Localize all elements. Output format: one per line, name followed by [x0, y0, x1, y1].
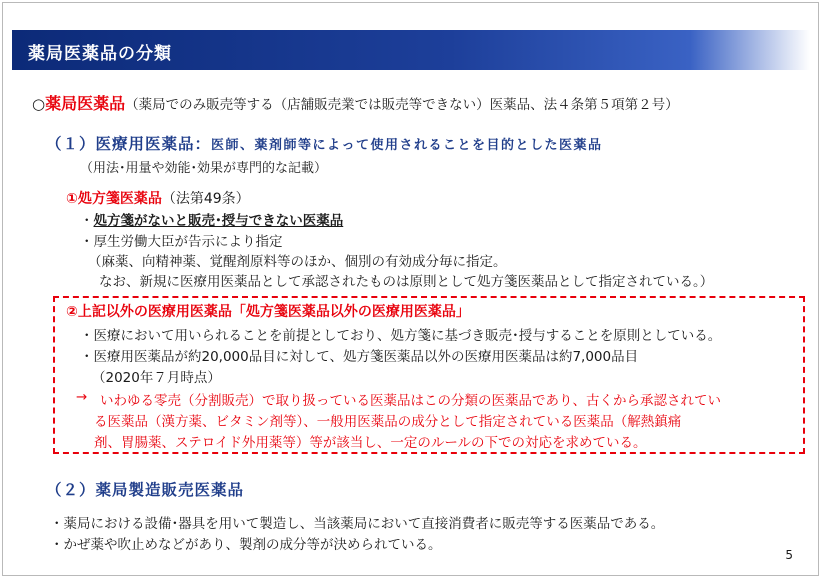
- rx-title: ①処方箋医薬品: [66, 191, 162, 207]
- other-rx-note-2: る医薬品（漢方薬、ビタミン剤等）、一般用医薬品の成分として指定されている医薬品（解熱鎮痛: [94, 414, 682, 430]
- page-number: 5: [785, 548, 793, 562]
- circle-bullet-icon: ○: [32, 95, 46, 113]
- intro-desc: （薬局でのみ販売等する（店舗販売業では販売等できない）医薬品、法４条第５項第２号）: [125, 97, 679, 113]
- section1-title: （１）医療用医薬品：: [46, 135, 212, 153]
- other-rx-bullet-2b: （2020年７月時点）: [92, 370, 221, 386]
- intro-title: 薬局医薬品: [45, 94, 126, 113]
- slide-title: 薬局医薬品の分類: [28, 44, 172, 64]
- section1-heading: [46, 132, 603, 154]
- slide-header: [12, 30, 810, 70]
- rx-bullet-1: ・処方箋がないと販売･授与できない医薬品: [80, 213, 344, 229]
- section1-sub: （用法･用量や効能･効果が専門的な記載）: [80, 161, 328, 176]
- section2-bullet-1: ・薬局における設備･器具を用いて製造し、当該薬局において直接消費者に販売等する医薬品である。: [50, 516, 665, 532]
- rx-law: （法第49条）: [161, 191, 250, 207]
- rx-bullet-2: ・厚生労働大臣が告示により指定: [80, 234, 283, 250]
- section1-desc: 医師、薬剤師等によって使用されることを目的とした医薬品: [211, 138, 603, 153]
- rx-bullet-1-text: 処方箋がないと販売･授与できない医薬品: [93, 213, 344, 229]
- section2-bullet-2: ・かぜ薬や吹止めなどがあり、製剤の成分等が決められている。: [50, 537, 442, 553]
- arrow-icon: →: [76, 389, 88, 405]
- other-rx-note-1: いわゆる零売（分割販売）で取り扱っている医薬品はこの分類の医薬品であり、古くから承認されてい: [100, 393, 721, 409]
- section2-heading: （２）薬局製造販売医薬品: [46, 481, 245, 499]
- other-rx-bullet-1: ・医療において用いられることを前提としており、処方箋に基づき販売･授与することを原則としている。: [80, 328, 722, 344]
- rx-heading: [66, 188, 250, 208]
- other-rx-title: ②上記以外の医療用医薬品「処方箋医薬品以外の医療用医薬品」: [66, 304, 470, 320]
- intro-line: [32, 91, 679, 114]
- rx-note-1: （麻薬、向精神薬、覚醒剤原料等のほか、個別の有効成分毎に指定。: [88, 254, 507, 270]
- other-rx-bullet-2: ・医療用医薬品が約20,000品目に対して、処方箋医薬品以外の医療用医薬品は約7,000品目: [80, 349, 639, 365]
- rx-note-2: なお、新規に医療用医薬品として承認されたものは原則として処方箋医薬品として指定されている。）: [99, 274, 714, 290]
- other-rx-note-3: 剤、胃腸薬、ステロイド外用薬等）等が該当し、一定のルールの下での対応を求めている。: [94, 435, 647, 451]
